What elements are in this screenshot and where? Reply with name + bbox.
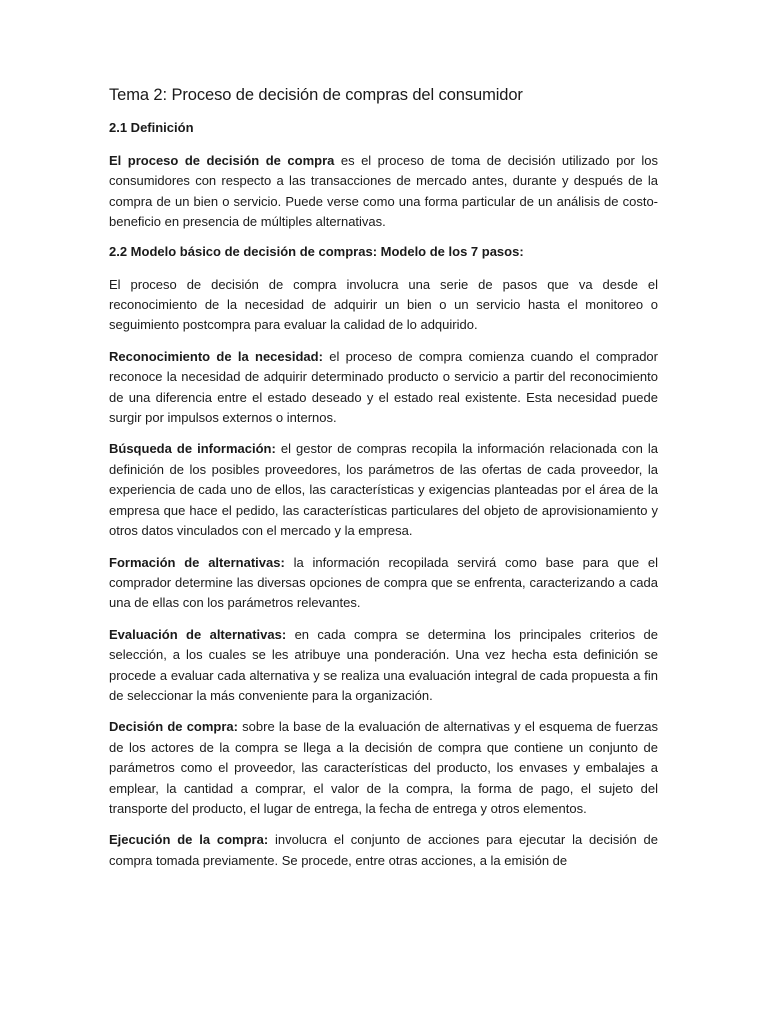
step-text: la información recopilada servirá como base para que el comprador determine las diversas opciones de compra que se enfrenta, caracterizando a cada una de ellas con los parámetros relevantes. [109,554,658,611]
step-paragraph-alternatives-formation [109,553,658,614]
step-term: Búsqueda de información: [109,441,276,457]
section-heading-definition: 2.1 Definición [109,120,194,135]
step-term: Ejecución de la compra: [109,832,269,848]
document-page [109,86,658,882]
step-paragraph-information-search [109,439,658,541]
definition-term: El proceso de decisión de compra [109,153,335,168]
step-paragraph-alternatives-evaluation [109,625,658,707]
step-text: el proceso de compra comienza cuando el comprador reconoce la necesidad de adquirir determinado producto o servicio a partir del reconocimiento de una diferencia entre el estado deseado y el estado real existente. Esta necesidad puede surgir por impulsos externos o internos. [109,348,658,426]
step-term: Formación de alternativas: [109,554,285,570]
definition-paragraph [109,151,658,233]
step-text: sobre la base de la evaluación de alternativas y el esquema de fuerzas de los actores de la compra se llega a la decisión de compra que contiene un conjunto de parámetros como el proveedor, las características del producto, los envases y embalajes a emplear, la cantidad a comprar, el valor de la compra, la forma de pago, el sujeto del transporte del producto, el lugar de entrega, la fecha de entrega y otros elementos. [109,719,658,816]
intro-paragraph: El proceso de decisión de compra involucra una serie de pasos que va desde el reconocimiento de la necesidad de adquirir un bien o un servicio hasta el monitoreo o seguimiento postcompra para evaluar la calidad de lo adquirido. [109,276,658,333]
definition-text: es el proceso de toma de decisión utilizado por los consumidores con respecto a las transacciones de mercado antes, durante y después de la compra de un bien o servicio. Puede verse como una forma particular de un análisis de costo-beneficio en presencia de múltiples alternativas. [109,153,658,230]
step-term: Reconocimiento de la necesidad: [109,348,323,364]
step-text: en cada compra se determina los principales criterios de selección, a los cuales se les atribuye una ponderación. Una vez hecha esta definición se procede a evaluar cada alternativa y se realiza una evaluación integral de cada propuesta a fin de seleccionar la más conveniente para la organización. [109,626,658,703]
step-term: Evaluación de alternativas: [109,626,287,642]
step-term: Decisión de compra: [109,719,238,735]
document-title: Tema 2: Proceso de decisión de compras del consumidor [109,86,523,104]
step-text: involucra el conjunto de acciones para ejecutar la decisión de compra tomada previamente. Se procede, entre otras acciones, a la emisión de [109,832,658,868]
section-heading-model: 2.2 Modelo básico de decisión de compras: Modelo de los 7 pasos: [109,243,524,259]
step-paragraph-purchase-execution [109,830,658,871]
step-paragraph-need-recognition [109,347,658,429]
step-paragraph-purchase-decision [109,717,658,819]
step-text: el gestor de compras recopila la información relacionada con la definición de los posibles proveedores, los parámetros de las ofertas de cada proveedor, la experiencia de cada uno de ellos, las características y exigencias planteadas por el área de la empresa que hace el pedido, las características particulares del objeto de aprovisionamiento y otros datos vinculados con el mercado y la empresa. [109,441,659,539]
